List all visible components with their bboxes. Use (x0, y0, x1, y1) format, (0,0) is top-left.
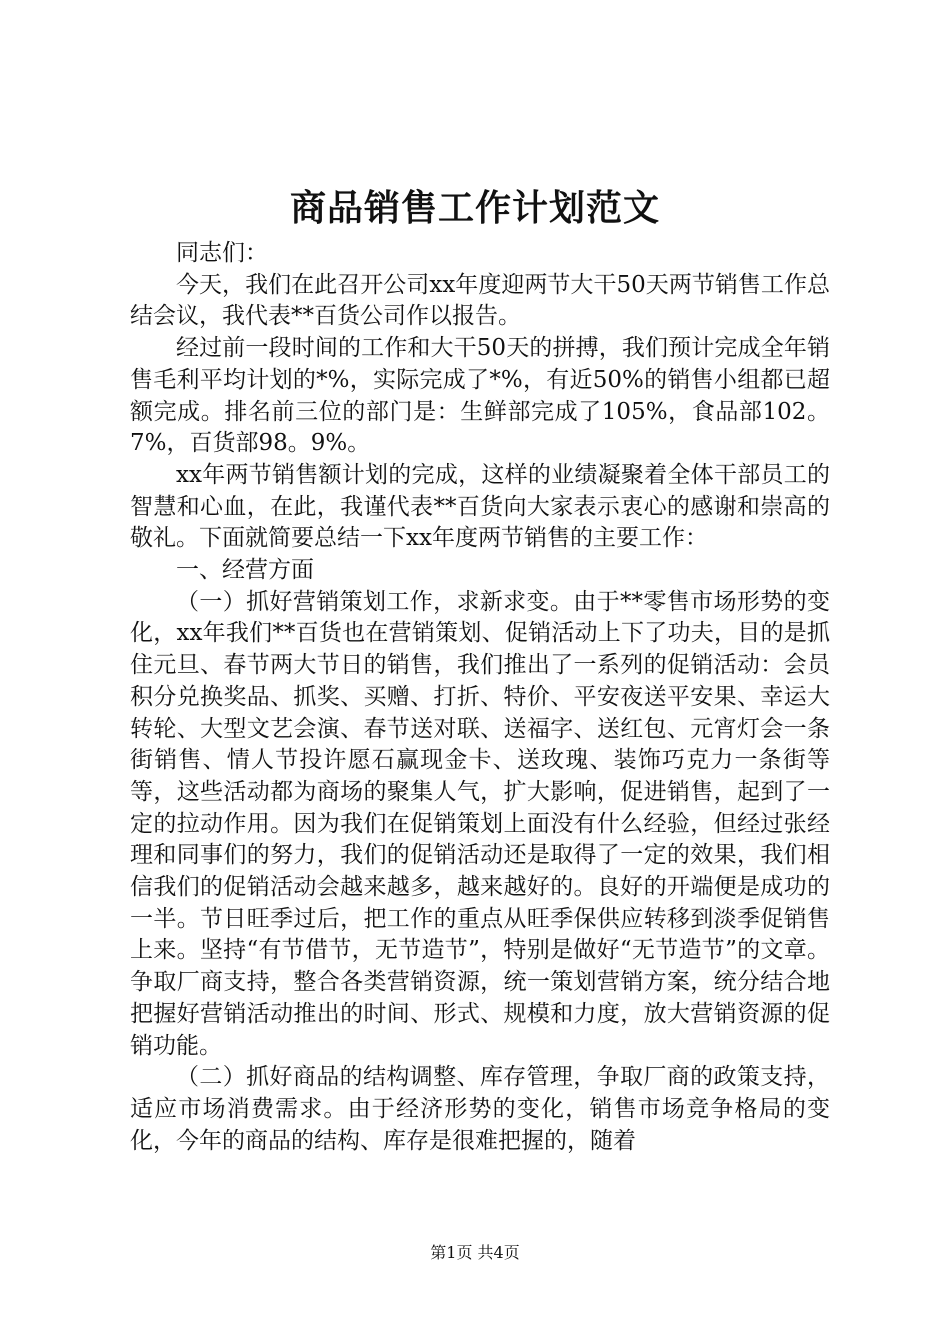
document-body (130, 238, 830, 1157)
paragraph-inventory: （二）抓好商品的结构调整、库存管理，争取厂商的政策支持，适应市场消费需求。由于经济形势的变化，销售市场竞争格局的变化，今年的商品的结构、库存是很难把握的，随着 (130, 1064, 830, 1154)
page-footer: 第1页 共4页 (430, 1243, 520, 1262)
section-heading-operations: 一、经营方面 (176, 557, 314, 584)
paragraph-greeting: 同志们： (176, 240, 268, 266)
paragraph-thanks: xx年两节销售额计划的完成，这样的业绩凝聚着全体干部员工的智慧和心血，在此，我谨代表**百货向大家表示衷心的感谢和崇高的敬礼。下面就简要总结一下xx年度两节销售的主要工作： (130, 461, 830, 552)
paragraph-marketing: （一）抓好营销策划工作，求新求变。由于**零售市场形势的变化，xx年我们**百货也在营销策划、促销活动上下了功夫，目的是抓住元旦、春节两大节日的销售，我们推出了一系列的促销活动：会员积分兑换奖品、抓奖、买赠、打折、特价、平安夜送平安果、幸运大转轮、大型文艺会演、春节送对联、送福字、送红包、元宵灯会一条街销售、情人节投许愿石赢现金卡、送玫瑰、装饰巧克力一条街等等，这些活动都为商场的聚集人气，扩大影响，促进销售，起到了一定的拉动作用。因为我们在促销策划上面没有什么经验，但经过张经理和同事们的努力，我们的促销活动还是取得了一定的效果，我们相信我们的促销活动会越来越多，越来越好的。良好的开端便是成功的一半。节日旺季过后，把工作的重点从旺季保供应转移到淡季促销售上来。坚持“有节借节，无节造节”，特别是做好“无节造节”的文章。争取厂商支持，整合各类营销资源，统一策划营销方案，统分结合地把握好营销活动推出的时间、形式、规模和力度，放大营销资源的促销功能。 (130, 588, 830, 1059)
paragraph-results: 经过前一段时间的工作和大干50天的拼搏，我们预计完成全年销售毛利平均计划的*%，实际完成了*%，有近50%的销售小组都已超额完成。排名前三位的部门是：生鲜部完成了105%，食品部102。7%，百货部98。9%。 (130, 335, 830, 457)
paragraph-intro: 今天，我们在此召开公司xx年度迎两节大干50天两节销售工作总结会议，我代表**百货公司作以报告。 (130, 271, 830, 330)
document-title: 商品销售工作计划范文 (289, 187, 660, 229)
